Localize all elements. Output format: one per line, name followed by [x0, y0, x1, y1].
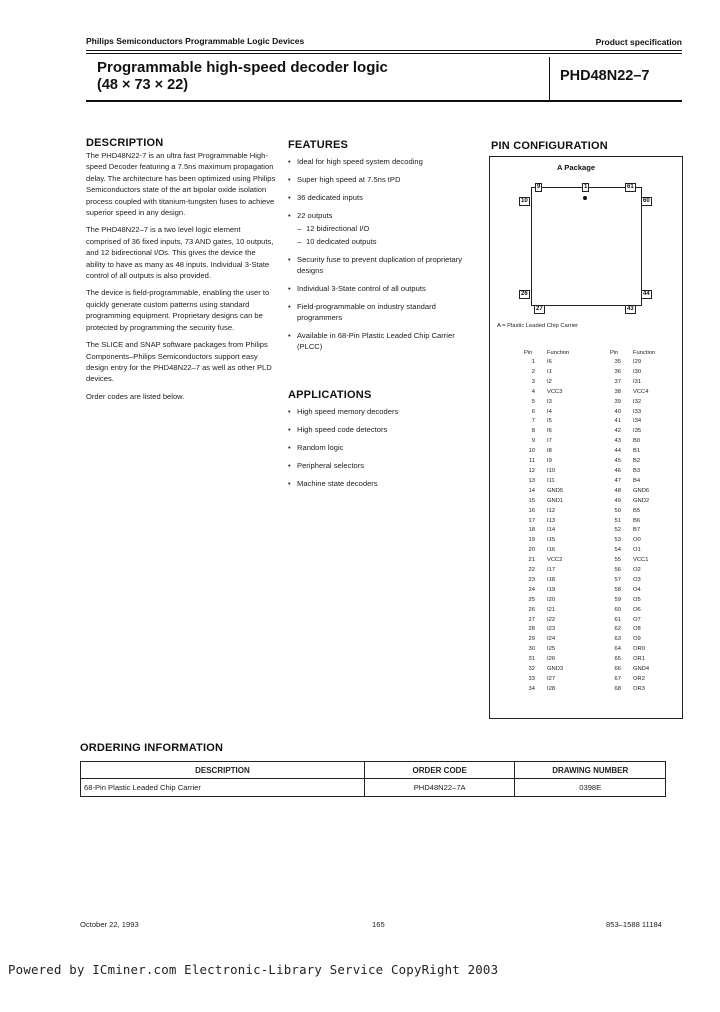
pin-function: I7 — [547, 438, 552, 445]
table-row — [610, 477, 679, 487]
pin-number: 42 — [614, 428, 621, 435]
table-row — [524, 497, 597, 507]
package-title: A Package — [557, 163, 596, 172]
pin-number: 33 — [528, 676, 535, 682]
footer-page-number: 165 — [372, 920, 385, 929]
table-row — [610, 675, 679, 685]
table-row — [610, 467, 679, 477]
pin-number: 18 — [528, 527, 535, 534]
table-row — [610, 378, 679, 388]
pin-function: I5 — [547, 418, 552, 425]
application-item: • Peripheral selectors — [288, 460, 478, 471]
pin-number: 15 — [528, 497, 535, 504]
pin-function: B4 — [633, 477, 641, 484]
plcc-chip-outline — [531, 187, 642, 306]
table-row — [524, 566, 597, 576]
pin-function: I12 — [547, 507, 556, 514]
pin-number: 67 — [614, 676, 621, 682]
pin-number: 5 — [531, 398, 535, 405]
pin-number: 9 — [531, 438, 535, 445]
pin-number: 47 — [614, 477, 621, 484]
pin-function: O5 — [633, 596, 641, 603]
pin-number: 53 — [614, 537, 621, 544]
pin-label: 61 — [627, 184, 634, 190]
feature-sub-item: – 12 bidirectional I/O — [297, 223, 478, 234]
pin-function: GND1 — [547, 497, 564, 504]
table-row — [524, 487, 597, 497]
title-divider — [549, 57, 550, 101]
table-row — [524, 675, 597, 685]
pin-number: 41 — [614, 418, 621, 425]
pin-function: O4 — [633, 586, 641, 593]
table-row — [610, 437, 679, 447]
pin-function: I34 — [633, 418, 642, 425]
pin-table-left — [524, 347, 597, 695]
table-row — [81, 779, 666, 797]
pin-number: 28 — [528, 626, 535, 633]
feature-item: • Available in 68-Pin Plastic Leaded Chip Carrier (PLCC) — [288, 330, 478, 352]
table-row — [610, 685, 679, 695]
pin-number: 44 — [614, 448, 621, 455]
pin-function: I9 — [547, 458, 552, 465]
pin-function: I24 — [547, 636, 556, 643]
feature-item-text: 22 outputs — [297, 211, 333, 220]
pin-function: B2 — [633, 458, 641, 465]
pin-number: 45 — [614, 458, 621, 465]
pin-function: I32 — [633, 398, 642, 405]
table-row — [610, 566, 679, 576]
pin-function: O7 — [633, 616, 641, 623]
pin-function: B7 — [633, 527, 641, 534]
pin-label: 27 — [536, 306, 543, 312]
pin-number: 35 — [614, 359, 621, 365]
table-row — [610, 546, 679, 556]
pin-number: 63 — [614, 636, 621, 643]
table-row — [524, 536, 597, 546]
pin-label: 60 — [643, 198, 650, 204]
pin-function: I16 — [547, 547, 556, 554]
pin-number: 62 — [614, 626, 621, 633]
pin-function: O0 — [633, 537, 641, 544]
pin-col-header: Pin — [610, 349, 619, 356]
page-title: Programmable high-speed decoder logic — [97, 59, 388, 76]
pin-number: 11 — [528, 458, 535, 465]
pin-col-header: Function — [633, 349, 656, 356]
pin1-dot — [583, 196, 587, 200]
pin-function: OR3 — [633, 685, 645, 692]
part-number: PHD48N22–7 — [560, 68, 650, 84]
table-row — [610, 596, 679, 606]
pin-number: 40 — [614, 408, 621, 415]
pin-function: I14 — [547, 527, 556, 534]
pin-function: I2 — [547, 378, 552, 385]
description-section — [86, 137, 276, 408]
pin-number: 60 — [614, 606, 621, 613]
table-row — [610, 497, 679, 507]
ordering-col-header: DRAWING NUMBER — [515, 762, 666, 779]
description-paragraph: Order codes are listed below. — [86, 391, 185, 401]
table-row — [610, 556, 679, 566]
description-paragraph: The PHD48N22–7 is a two level logic element comprised of 36 fixed inputs, 73 AND gates, 10 outputs, and 12 bidirectional I/Os. This gives the device the ability to have as many as 48 inputs. Individual 3-State control of all outputs is also provided. — [86, 225, 274, 281]
pin-label: 26 — [521, 291, 528, 297]
pin-number: 39 — [614, 398, 621, 405]
table-row — [610, 507, 679, 517]
pin-function: I31 — [633, 378, 642, 385]
page-subtitle: (48 × 73 × 22) — [97, 77, 189, 93]
ordering-col-header: ORDER CODE — [364, 762, 515, 779]
pin-number: 27 — [528, 616, 535, 623]
pin-function: VCC1 — [633, 557, 649, 564]
pin-number: 20 — [528, 547, 535, 554]
pin-number: 43 — [614, 438, 621, 445]
pin-function: I29 — [633, 359, 642, 365]
pin-function: VCC3 — [547, 388, 563, 395]
pin-function: OR2 — [633, 676, 645, 682]
pin-function: I4 — [547, 408, 552, 415]
pin-number: 37 — [614, 378, 621, 385]
table-row — [524, 467, 597, 477]
pin-function: O8 — [633, 626, 641, 633]
table-row — [524, 388, 597, 398]
pin-col-header: Function — [547, 349, 570, 356]
table-row — [610, 536, 679, 546]
table-row — [524, 398, 597, 408]
pin-function: I15 — [547, 537, 556, 544]
pin-function: VCC4 — [633, 388, 649, 395]
table-row — [610, 655, 679, 665]
pin-function: I3 — [547, 398, 552, 405]
ordering-col-header: DESCRIPTION — [81, 762, 365, 779]
pin-function: O9 — [633, 636, 641, 643]
pin-number: 30 — [528, 646, 535, 653]
table-row — [524, 556, 597, 566]
pin-function: I23 — [547, 626, 556, 633]
pin-number: 66 — [614, 666, 621, 673]
ordering-heading: ORDERING INFORMATION — [80, 742, 224, 754]
watermark-text: Powered by ICminer.com Electronic-Library Service CopyRight 2003 — [8, 962, 499, 977]
table-row — [524, 427, 597, 437]
pin-function: I19 — [547, 586, 556, 593]
pin-number: 4 — [531, 388, 535, 395]
table-row — [610, 417, 679, 427]
title-rule — [86, 100, 682, 102]
pin-number: 14 — [528, 487, 535, 494]
pin-label: 43 — [627, 306, 634, 312]
table-row — [524, 665, 597, 675]
table-row — [524, 625, 597, 635]
pin-number: 50 — [614, 507, 621, 514]
application-item: • Random logic — [288, 442, 478, 453]
pin-function: I25 — [547, 646, 556, 653]
pin-number: 34 — [528, 685, 535, 692]
pin-number: 23 — [528, 576, 535, 583]
pin-function: I26 — [547, 656, 556, 663]
table-row — [610, 665, 679, 675]
feature-sub-item: – 10 dedicated outputs — [297, 236, 478, 247]
pin-number: 25 — [528, 596, 535, 603]
pin-function: I1 — [547, 368, 552, 375]
pin-number: 64 — [614, 646, 621, 653]
pin-number: 22 — [528, 567, 535, 574]
table-row — [524, 606, 597, 616]
table-row — [610, 358, 679, 368]
pin-number: 49 — [614, 497, 621, 504]
table-row — [524, 517, 597, 527]
footer-code: 853–1588 11184 — [606, 920, 662, 929]
pin-label: 1 — [584, 184, 588, 190]
table-row — [610, 616, 679, 626]
pin-function: B1 — [633, 448, 641, 455]
pin-number: 3 — [531, 378, 535, 385]
pin-config-heading: PIN CONFIGURATION — [491, 140, 608, 152]
table-row — [524, 655, 597, 665]
pin-function: I18 — [547, 576, 556, 583]
pin-function: I35 — [633, 428, 642, 435]
header-rule — [86, 50, 682, 51]
table-row — [610, 645, 679, 655]
pin-function: O6 — [633, 606, 641, 613]
header-company: Philips Semiconductors Programmable Logic Devices — [86, 36, 305, 46]
pin-number: 38 — [614, 388, 621, 395]
feature-item: • 36 dedicated inputs — [288, 192, 478, 203]
feature-item: • Security fuse to prevent duplication of proprietary designs — [288, 254, 478, 276]
pin-function: B6 — [633, 517, 641, 524]
ordering-table — [80, 761, 666, 797]
pin-function: GND5 — [547, 487, 564, 494]
applications-heading: APPLICATIONS — [288, 389, 372, 401]
pin-number: 36 — [614, 368, 621, 375]
pin-number: 52 — [614, 527, 621, 534]
pin-number: 65 — [614, 656, 621, 663]
ordering-code: PHD48N22–7A — [364, 779, 515, 797]
table-row — [524, 447, 597, 457]
description-paragraph: The SLICE and SNAP software packages from Philips Components–Philips Semiconductors support easy design entry for the PHD48N22–7 as well as other PLD devices. — [86, 340, 272, 384]
pin-function: I28 — [547, 685, 556, 692]
table-row — [524, 635, 597, 645]
description-paragraph: The PHD48N22-7 is an ultra fast Programmable High-speed Decoder featuring a 7.5ns maximum propagation delay. The architecture has been optimized using Philips Semiconductors state of the art bipolar oxide isolation process coupled with titanium-tungsten fuses to achieve superior speed in any design. — [86, 151, 276, 218]
pin-number: 7 — [531, 418, 535, 425]
features-heading: FEATURES — [288, 139, 349, 151]
table-row — [610, 526, 679, 536]
pin-function: B0 — [633, 438, 641, 445]
table-row — [610, 606, 679, 616]
pin-function: I21 — [547, 606, 556, 613]
pin-function: GND3 — [547, 666, 564, 673]
table-row — [524, 596, 597, 606]
package-caption: A = Plastic Leaded Chip Carrier — [497, 323, 579, 329]
pin-function: VCC2 — [547, 557, 563, 564]
pin-table-right — [610, 347, 679, 695]
table-row — [524, 368, 597, 378]
pin-number: 10 — [528, 448, 535, 455]
table-row — [610, 625, 679, 635]
pin-number: 68 — [614, 685, 621, 692]
table-row — [610, 398, 679, 408]
table-row — [610, 487, 679, 497]
pin-number: 12 — [528, 467, 535, 474]
table-row — [524, 408, 597, 418]
pin-function: I33 — [633, 408, 642, 415]
pin-function: GND6 — [633, 487, 650, 494]
pin-number: 56 — [614, 567, 621, 574]
pin-function: O2 — [633, 567, 641, 574]
pin-number: 26 — [528, 606, 535, 613]
application-item: • Machine state decoders — [288, 478, 478, 489]
pin-function: I13 — [547, 517, 556, 524]
pin-label: 44 — [643, 291, 650, 297]
table-row — [610, 447, 679, 457]
pin-number: 31 — [528, 656, 535, 663]
table-row — [524, 645, 597, 655]
pin-number: 29 — [528, 636, 535, 643]
pin-function: B5 — [633, 507, 641, 514]
table-row — [524, 616, 597, 626]
table-row — [610, 427, 679, 437]
pin-number: 2 — [531, 368, 535, 375]
table-row — [524, 576, 597, 586]
feature-item: • Field-programmable on industry standard programmers — [288, 301, 478, 323]
pin-number: 8 — [531, 428, 535, 435]
pin-number: 13 — [528, 477, 535, 484]
pin-function: OR0 — [633, 646, 645, 653]
feature-item: • Ideal for high speed system decoding — [288, 156, 478, 167]
pin-label: 9 — [537, 184, 541, 190]
table-row — [610, 586, 679, 596]
table-row — [524, 685, 597, 695]
pin-function: I6 — [547, 359, 552, 365]
table-row — [610, 457, 679, 467]
pin-number: 57 — [614, 576, 621, 583]
pin-function: O3 — [633, 576, 641, 583]
pin-function: I30 — [633, 368, 642, 375]
pin-function: I11 — [547, 477, 555, 484]
pin-number: 48 — [614, 487, 621, 494]
pin-number: 24 — [528, 586, 535, 593]
pin-function: I10 — [547, 467, 556, 474]
table-row — [610, 408, 679, 418]
application-item: • High speed memory decoders — [288, 406, 478, 417]
pin-number: 32 — [528, 666, 535, 673]
pin-number: 51 — [614, 517, 621, 524]
table-row — [524, 378, 597, 388]
table-row — [610, 368, 679, 378]
table-row — [524, 417, 597, 427]
pin-number: 1 — [531, 359, 535, 365]
feature-item — [288, 210, 478, 247]
pin-number: 59 — [614, 596, 621, 603]
pin-function: O1 — [633, 547, 641, 554]
footer-date: October 22, 1993 — [80, 920, 139, 929]
ordering-drawing-number: 0398E — [515, 779, 666, 797]
table-row — [524, 586, 597, 596]
header-rule-2 — [86, 53, 682, 54]
pin-col-header: Pin — [524, 349, 533, 356]
pin-function: GND4 — [633, 666, 650, 673]
pin-number: 19 — [528, 537, 535, 544]
table-row — [524, 358, 597, 368]
feature-item: • Super high speed at 7.5ns tPD — [288, 174, 478, 185]
pin-number: 54 — [614, 547, 621, 554]
pin-function: GND2 — [633, 497, 650, 504]
pin-function: I20 — [547, 596, 556, 603]
table-row — [524, 437, 597, 447]
header-doc-type: Product specification — [595, 37, 682, 47]
pin-number: 58 — [614, 586, 621, 593]
pin-number: 55 — [614, 557, 621, 564]
table-row — [610, 635, 679, 645]
pin-number: 21 — [528, 557, 535, 564]
feature-item: • Individual 3-State control of all outputs — [288, 283, 478, 294]
description-paragraph: The device is field-programmable, enabling the user to quickly generate custom patterns using standard programming equipment. Proprietary designs can be protected by programming the security fuse. — [86, 288, 270, 332]
pin-number: 6 — [531, 408, 535, 415]
pin-function: OR1 — [633, 656, 645, 663]
table-row — [610, 517, 679, 527]
pin-function: I8 — [547, 448, 552, 455]
ordering-description: 68-Pin Plastic Leaded Chip Carrier — [81, 779, 365, 797]
table-row — [524, 507, 597, 517]
description-heading: DESCRIPTION — [86, 137, 164, 149]
table-row — [524, 526, 597, 536]
pin-number: 46 — [614, 467, 621, 474]
pin-function: I6 — [547, 428, 552, 435]
features-section — [288, 139, 478, 359]
applications-section — [288, 389, 478, 496]
pin-number: 16 — [528, 507, 535, 514]
pin-function: I27 — [547, 676, 556, 682]
table-row — [524, 477, 597, 487]
pin-function: I17 — [547, 567, 556, 574]
pin-number: 61 — [614, 616, 621, 623]
pin-function: I22 — [547, 616, 556, 623]
pin-label: 10 — [521, 198, 528, 204]
pin-function: B3 — [633, 467, 641, 474]
table-row — [524, 457, 597, 467]
pin-number: 17 — [528, 517, 535, 524]
table-row — [610, 576, 679, 586]
table-row — [610, 388, 679, 398]
application-item: • High speed code detectors — [288, 424, 478, 435]
table-row — [524, 546, 597, 556]
